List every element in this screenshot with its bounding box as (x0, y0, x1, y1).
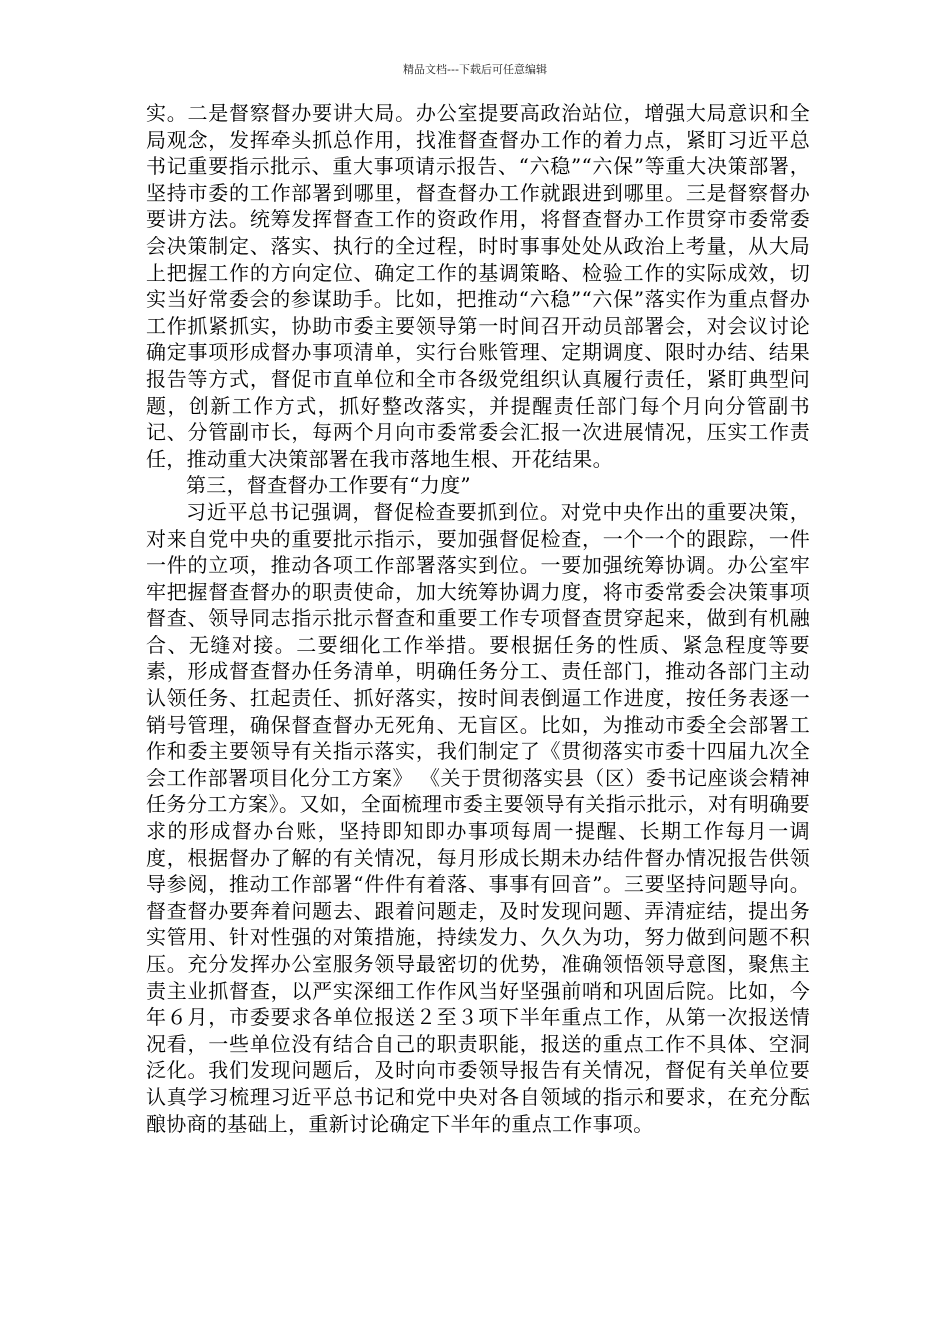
paragraph-main: 习近平总书记强调，督促检查要抓到位。对党中央作出的重要决策，对来自党中央的重要批示指示，要加强督促检查，一个一个的跟踪，一件一件的立项，推动各项工作部署落实到位。一要加强统筹协调。办公室牢牢把握督查督办的职责使命，加大统筹协调力度，将市委常委会决策事项督查、领导同志指示批示督查和重要工作专项督查贯穿起来，做到有机融合、无缝对接。二要细化工作举措。要根据任务的性质、紧急程度等要素，形成督查督办任务清单，明确任务分工、责任部门，推动各部门主动认领任务、扛起责任、抓好落实，按时间表倒逼工作进度，按任务表逐一销号管理，确保督查督办无死角、无盲区。比如，为推动市委全会部署工作和委主要领导有关指示落实，我们制定了《贯彻落实市委十四届九次全会工作部署项目化分工方案》 《关于贯彻落实县（区）委书记座谈会精神任务分工方案》。又如，全面梳理市委主要领导有关指示批示，对有明确要求的形成督办台账，坚持即知即办事项每周一提醒、长期工作每月一调度，根据督办了解的有关情况，每月形成长期未办结件督办情况报告供领导参阅，推动工作部署“件件有着落、事事有回音”。三要坚持问题导向。督查督办要奔着问题去、跟着问题走，及时发现问题、弄清症结，提出务实管用、针对性强的对策措施，持续发力、久久为功，努力做到问题不积压。充分发挥办公室服务领导最密切的优势，准确领悟领导意图，聚焦主责主业抓督查，以严实深细工作作风当好坚强前哨和巩固后院。比如，今年６月，市委要求各单位报送２至３项下半年重点工作，从第一次报送情况看，一些单位没有结合自己的职责职能，报送的重点工作不具体、空洞泛化。我们发现问题后，及时向市委领导报告有关情况，督促有关单位要认真学习梳理习近平总书记和党中央对各自领域的指示和要求，在充分酝酿协商的基础上，重新讨论确定下半年的重点工作事项。 (146, 499, 810, 1136)
document-body (146, 100, 810, 1137)
page-header: 精品文档---下载后可任意编辑 (403, 63, 547, 76)
section-heading: 第三，督查督办工作要有“力度” (186, 473, 471, 498)
paragraph-continuation: 实。二是督察督办要讲大局。办公室提要高政治站位，增强大局意识和全局观念，发挥牵头抓总作用，找准督查督办工作的着力点，紧盯习近平总书记重要指示批示、重大事项请示报告、“六稳”“六保”等重大决策部署，坚持市委的工作部署到哪里，督查督办工作就跟进到哪里。三是督察督办要讲方法。统筹发挥督查工作的资政作用，将督查督办工作贯穿市委常委会决策制定、落实、执行的全过程，时时事事处处从政治上考量，从大局上把握工作的方向定位、确定工作的基调策略、检验工作的实际成效，切实当好常委会的参谋助手。比如，把推动“六稳”“六保”落实作为重点督办工作抓紧抓实，协助市委主要领导第一时间召开动员部署会，对会议讨论确定事项形成督办事项清单，实行台账管理、定期调度、限时办结、结果报告等方式，督促市直单位和全市各级党组织认真履行责任，紧盯典型问题，创新工作方式，抓好整改落实，并提醒责任部门每个月向分管副书记、分管副市长，每两个月向市委常委会汇报一次进展情况，压实工作责任，推动重大决策部署在我市落地生根、开花结果。 (146, 101, 810, 471)
